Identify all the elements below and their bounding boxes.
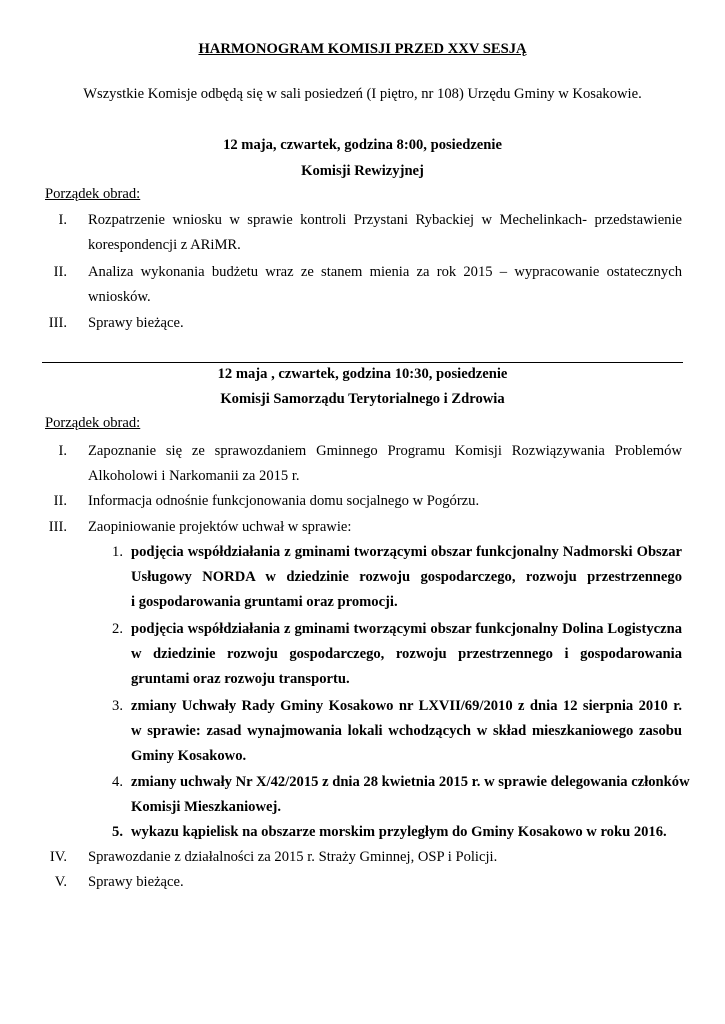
subitem-text-line: Usługowy NORDA w dziedzinie rozwoju gospodarczego, rozwoju przestrzennego [131, 569, 682, 585]
subitem-text-line: i gospodarowania gruntami oraz promocji. [131, 594, 398, 610]
subitem-number: 4. [112, 774, 123, 790]
item-text [88, 311, 682, 336]
item-number: II. [53, 264, 67, 280]
subitem-text [131, 540, 682, 615]
subitem-text-line: Komisji Mieszkaniowej. [131, 799, 281, 815]
subitem-number: 5. [112, 824, 123, 840]
item-number: III. [48, 315, 67, 331]
subitem-text [131, 617, 682, 692]
subitem-text-line: gruntami oraz rozwoju transportu. [131, 671, 350, 687]
section1-heading-line1: 12 maja, czwartek, godzina 8:00, posiedzenie [223, 137, 502, 153]
section-divider [42, 362, 683, 363]
item-number: V. [54, 874, 67, 890]
subitem-text-line: wykazu kąpielisk na obszarze morskim przyległym do Gminy Kosakowo w roku 2016. [131, 824, 667, 840]
subitem-text-line: w sprawie: zasad wynajmowania lokali wchodzących w skład mieszkaniowego zasobu [131, 723, 682, 739]
subitem-text [131, 694, 682, 769]
section1-heading-line2: Komisji Rewizyjnej [301, 163, 424, 179]
item-text [88, 515, 682, 540]
item-number: II. [53, 493, 67, 509]
subitem-text [131, 820, 682, 845]
item-text [88, 489, 682, 514]
item-text [88, 260, 682, 310]
subitem-number: 1. [112, 544, 123, 560]
subitem-text-line: zmiany Uchwały Rady Gminy Kosakowo nr LXVII/69/2010 z dnia 12 sierpnia 2010 r. [131, 698, 682, 714]
subitem-number: 3. [112, 698, 123, 714]
item-text [88, 870, 682, 895]
item-text-line: Analiza wykonania budżetu wraz ze stanem mienia za rok 2015 – wypracowanie ostatecznych [88, 264, 682, 280]
section2-heading-line1: 12 maja , czwartek, godzina 10:30, posiedzenie [217, 366, 508, 382]
item-text-line: korespondencji z ARiMR. [88, 237, 241, 253]
item-text-line: Zaopiniowanie projektów uchwał w sprawie: [88, 519, 352, 535]
intro-text: Wszystkie Komisje odbędą się w sali posiedzeń (I piętro, nr 108) Urzędu Gminy w Kosakowie. [83, 86, 642, 102]
item-text-line: wniosków. [88, 289, 151, 305]
item-number: III. [48, 519, 67, 535]
item-text-line: Rozpatrzenie wniosku w sprawie kontroli Przystani Rybackiej w Mechelinkach- przedstawienie [88, 212, 682, 228]
subitem-text-line: zmiany uchwały Nr X/42/2015 z dnia 28 kwietnia 2015 r. w sprawie delegowania członków [131, 774, 690, 790]
section1-agenda-label: Porządek obrad: [45, 186, 141, 202]
item-text [88, 845, 682, 870]
item-text-line: Alkoholowi i Narkomanii za 2015 r. [88, 468, 300, 484]
item-text-line: Informacja odnośnie funkcjonowania domu socjalnego w Pogórzu. [88, 493, 480, 509]
section2-heading-line2: Komisji Samorządu Terytorialnego i Zdrowia [220, 391, 505, 407]
item-number: IV. [49, 849, 67, 865]
item-text-line: Sprawy bieżące. [88, 315, 184, 331]
item-text-line: Sprawozdanie z działalności za 2015 r. Straży Gminnej, OSP i Policji. [88, 849, 498, 865]
item-number: I. [58, 443, 67, 459]
item-text [88, 439, 682, 489]
item-text [88, 208, 682, 258]
section2-agenda-label: Porządek obrad: [45, 415, 141, 431]
document-title: HARMONOGRAM KOMISJI PRZED XXV SESJĄ [198, 41, 527, 57]
subitem-number: 2. [112, 621, 123, 637]
item-text-line: Sprawy bieżące. [88, 874, 184, 890]
item-text-line: Zapoznanie się ze sprawozdaniem Gminnego Programu Komisji Rozwiązywania Problemów [88, 443, 682, 459]
item-number: I. [58, 212, 67, 228]
subitem-text-line: w dziedzinie rozwoju gospodarczego, rozwoju przestrzennego i gospodarowania [131, 646, 682, 662]
subitem-text-line: Gminy Kosakowo. [131, 748, 247, 764]
subitem-text [131, 770, 690, 820]
subitem-text-line: podjęcia współdziałania z gminami tworzącymi obszar funkcjonalny Nadmorski Obszar [131, 544, 682, 560]
subitem-text-line: podjęcia współdziałania z gminami tworzącymi obszar funkcjonalny Dolina Logistyczna [131, 621, 682, 637]
